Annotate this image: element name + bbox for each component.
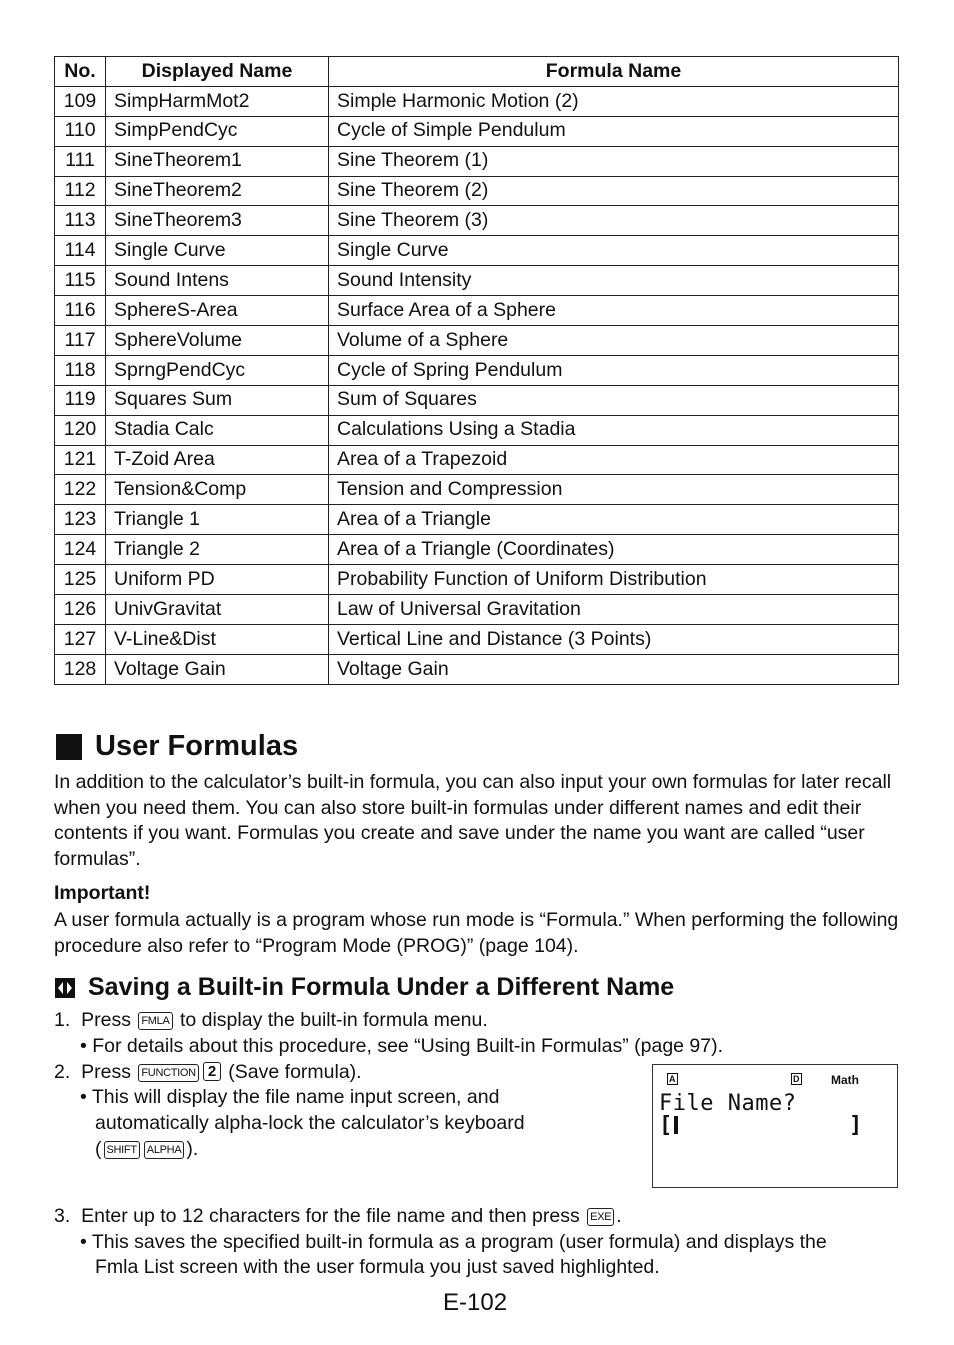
- important-title: Important!: [54, 882, 151, 904]
- cell-displayed-name: Squares Sum: [106, 385, 329, 415]
- degree-indicator: D: [793, 1074, 800, 1084]
- table-row: [55, 415, 899, 445]
- cell-displayed-name: UnivGravitat: [106, 595, 329, 625]
- table-row: [55, 475, 899, 505]
- cell-no: 128: [55, 654, 106, 684]
- cell-displayed-name: SineTheorem1: [106, 146, 329, 176]
- cell-no: 110: [55, 116, 106, 146]
- table-row: [55, 535, 899, 565]
- step-number: 2.: [54, 1061, 71, 1083]
- cursor-icon: [674, 1116, 678, 1134]
- cell-displayed-name: V-Line&Dist: [106, 624, 329, 654]
- shift-key-icon: SHIFT: [104, 1141, 140, 1159]
- cell-displayed-name: SineTheorem3: [106, 206, 329, 236]
- cell-formula-name: Simple Harmonic Motion (2): [329, 86, 899, 116]
- cell-formula-name: Sine Theorem (3): [329, 206, 899, 236]
- cell-no: 109: [55, 86, 106, 116]
- table-row: [55, 86, 899, 116]
- cell-formula-name: Single Curve: [329, 236, 899, 266]
- cell-formula-name: Vertical Line and Distance (3 Points): [329, 624, 899, 654]
- header-displayed-name: Displayed Name: [106, 57, 329, 87]
- step-text: (Save formula).: [228, 1061, 362, 1083]
- cell-no: 118: [55, 355, 106, 385]
- cell-displayed-name: SimpHarmMot2: [106, 86, 329, 116]
- step-number: 1.: [54, 1009, 71, 1031]
- cell-displayed-name: Uniform PD: [106, 565, 329, 595]
- cell-displayed-name: Triangle 2: [106, 535, 329, 565]
- step-text: Press: [81, 1061, 131, 1083]
- table-row: [55, 176, 899, 206]
- paren-open: (: [95, 1138, 102, 1160]
- procedure-title-text: Saving a Built-in Formula Under a Different Name: [88, 973, 675, 1001]
- table-row: [55, 624, 899, 654]
- table-body: [55, 86, 899, 684]
- cell-formula-name: Cycle of Spring Pendulum: [329, 355, 899, 385]
- table-header-row: [55, 57, 899, 87]
- screen-input-start: [659, 1113, 678, 1138]
- table-row: [55, 385, 899, 415]
- header-formula-name: Formula Name: [329, 57, 899, 87]
- cell-formula-name: Sine Theorem (1): [329, 146, 899, 176]
- cell-displayed-name: SprngPendCyc: [106, 355, 329, 385]
- cell-no: 122: [55, 475, 106, 505]
- bracket-open: [: [659, 1113, 673, 1138]
- cell-formula-name: Volume of a Sphere: [329, 326, 899, 356]
- header-no: No.: [55, 57, 106, 87]
- calculator-screen: [652, 1064, 898, 1188]
- cell-displayed-name: SphereS-Area: [106, 296, 329, 326]
- cell-formula-name: Law of Universal Gravitation: [329, 595, 899, 625]
- procedure-marker-icon: [54, 977, 76, 999]
- page-number: E-102: [443, 1289, 508, 1316]
- section-title-text: User Formulas: [95, 730, 299, 762]
- step-3-note-line-2: Fmla List screen with the user formula you just saved highlighted.: [95, 1256, 660, 1278]
- table-row: [55, 654, 899, 684]
- cell-formula-name: Sound Intensity: [329, 266, 899, 296]
- step-text: Press: [81, 1009, 131, 1031]
- step-period: .: [616, 1205, 622, 1227]
- table-row: [55, 445, 899, 475]
- cell-displayed-name: SineTheorem2: [106, 176, 329, 206]
- alpha-key-icon: ALPHA: [144, 1141, 185, 1159]
- cell-no: 111: [55, 146, 106, 176]
- black-square-icon: [56, 734, 82, 760]
- math-indicator: Math: [831, 1073, 859, 1087]
- step-1: [54, 1007, 488, 1033]
- cell-formula-name: Cycle of Simple Pendulum: [329, 116, 899, 146]
- step-2-note-line-1: • This will display the file name input screen, and: [80, 1086, 500, 1108]
- cell-displayed-name: Stadia Calc: [106, 415, 329, 445]
- cell-formula-name: Calculations Using a Stadia: [329, 415, 899, 445]
- cell-no: 125: [55, 565, 106, 595]
- two-key-icon: 2: [203, 1062, 221, 1081]
- step-text: to display the built-in formula menu.: [179, 1009, 488, 1031]
- section-title: [56, 730, 298, 763]
- cell-formula-name: Area of a Trapezoid: [329, 445, 899, 475]
- cell-displayed-name: SimpPendCyc: [106, 116, 329, 146]
- cell-no: 126: [55, 595, 106, 625]
- table-row: [55, 236, 899, 266]
- exe-key-icon: EXE: [587, 1208, 614, 1226]
- cell-formula-name: Area of a Triangle: [329, 505, 899, 535]
- step-2-note-line-3: [95, 1136, 198, 1162]
- cell-formula-name: Tension and Compression: [329, 475, 899, 505]
- cell-no: 117: [55, 326, 106, 356]
- function-key-icon: FUNCTION: [138, 1064, 198, 1082]
- step-3: [54, 1203, 622, 1229]
- step-number: 3.: [54, 1205, 71, 1227]
- intro-paragraph: In addition to the calculator’s built-in formula, you can also input your own formulas for later recall when you need them. You can also store built-in formulas under different names and edit their contents if you want. Formulas you create and save under the name you want are called “user formulas”.: [54, 771, 892, 870]
- cell-formula-name: Probability Function of Uniform Distribution: [329, 565, 899, 595]
- cell-displayed-name: Triangle 1: [106, 505, 329, 535]
- cell-no: 115: [55, 266, 106, 296]
- cell-no: 127: [55, 624, 106, 654]
- table-row: [55, 266, 899, 296]
- table-row: [55, 206, 899, 236]
- table-row: [55, 565, 899, 595]
- procedure-title: [54, 973, 674, 1002]
- cell-no: 121: [55, 445, 106, 475]
- cell-no: 120: [55, 415, 106, 445]
- table-row: [55, 505, 899, 535]
- table-row: [55, 296, 899, 326]
- formula-table: [54, 56, 899, 685]
- table-row: [55, 355, 899, 385]
- cell-formula-name: Sine Theorem (2): [329, 176, 899, 206]
- cell-formula-name: Voltage Gain: [329, 654, 899, 684]
- step-3-note-line-1: • This saves the specified built-in formula as a program (user formula) and displays the: [80, 1231, 827, 1253]
- alpha-indicator: A: [669, 1074, 676, 1084]
- cell-displayed-name: Tension&Comp: [106, 475, 329, 505]
- screen-prompt: File Name?: [659, 1091, 797, 1116]
- cell-formula-name: Area of a Triangle (Coordinates): [329, 535, 899, 565]
- step-2: [54, 1059, 362, 1085]
- cell-no: 123: [55, 505, 106, 535]
- cell-formula-name: Sum of Squares: [329, 385, 899, 415]
- step-text: Enter up to 12 characters for the file name and then press: [81, 1205, 580, 1227]
- cell-displayed-name: T-Zoid Area: [106, 445, 329, 475]
- cell-displayed-name: Sound Intens: [106, 266, 329, 296]
- screen-input-end: ]: [849, 1113, 863, 1138]
- cell-no: 116: [55, 296, 106, 326]
- cell-no: 113: [55, 206, 106, 236]
- table-row: [55, 326, 899, 356]
- cell-no: 112: [55, 176, 106, 206]
- cell-displayed-name: SphereVolume: [106, 326, 329, 356]
- cell-no: 124: [55, 535, 106, 565]
- paren-close: ).: [186, 1138, 199, 1160]
- table-row: [55, 116, 899, 146]
- important-paragraph: A user formula actually is a program whose run mode is “Formula.” When performing the following procedure also refer to “Program Mode (PROG)” (page 104).: [54, 909, 899, 957]
- step-1-note: • For details about this procedure, see “Using Built-in Formulas” (page 97).: [80, 1035, 724, 1057]
- cell-no: 119: [55, 385, 106, 415]
- table-row: [55, 595, 899, 625]
- cell-no: 114: [55, 236, 106, 266]
- cell-displayed-name: Voltage Gain: [106, 654, 329, 684]
- step-2-note-line-2: automatically alpha-lock the calculator’s keyboard: [95, 1112, 525, 1134]
- cell-displayed-name: Single Curve: [106, 236, 329, 266]
- fmla-key-icon: FMLA: [138, 1012, 172, 1030]
- table-row: [55, 146, 899, 176]
- cell-formula-name: Surface Area of a Sphere: [329, 296, 899, 326]
